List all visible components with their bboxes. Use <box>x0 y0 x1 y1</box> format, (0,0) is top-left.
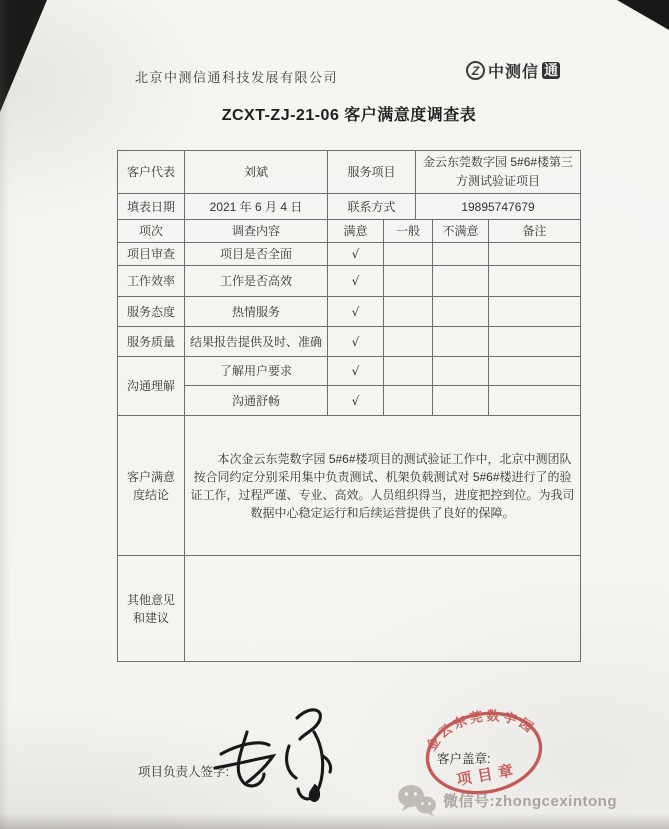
header-remark: 备注 <box>489 220 581 243</box>
wechat-watermark <box>397 783 617 817</box>
header-item: 项次 <box>118 220 185 243</box>
company-name: 北京中测信通科技发展有限公司 <box>135 70 339 85</box>
logo-z-icon: Z <box>466 61 485 80</box>
logo-text: 中测信 <box>488 64 540 81</box>
neutral-cell <box>384 297 433 327</box>
category-cell: 服务质量 <box>118 327 185 357</box>
satisfied-checkmark: √ <box>328 386 384 416</box>
content-cell: 项目是否全面 <box>185 243 328 266</box>
satisfied-checkmark: √ <box>328 357 384 386</box>
stamp-label: 客户盖章: <box>437 752 491 766</box>
content-cell: 了解用户要求 <box>185 357 328 386</box>
header-satisfied: 满意 <box>328 220 384 243</box>
scan-left-shadow <box>0 0 10 829</box>
unsatisfied-cell <box>433 386 489 416</box>
scan-corner-topright <box>617 0 669 30</box>
conclusion-label: 客户满意度结论 <box>118 416 185 556</box>
row-conclusion <box>118 416 581 556</box>
header-neutral: 一般 <box>384 220 433 243</box>
handwritten-signature <box>205 698 360 808</box>
other-comments-label: 其他意见和建议 <box>118 556 185 662</box>
table-row <box>118 297 581 327</box>
stamp-center-text: 项目章 <box>455 761 521 790</box>
unsatisfied-cell <box>433 357 489 386</box>
logo-text-boxed: 通 <box>544 61 559 78</box>
service-project-value: 金云东莞数字园 5#6#楼第三方测试验证项目 <box>416 151 581 194</box>
service-project-label: 服务项目 <box>328 151 416 194</box>
remark-cell <box>489 297 581 327</box>
form-title: ZCXT-ZJ-21-06 客户满意度调查表 <box>221 107 477 124</box>
fill-date-label: 填表日期 <box>118 194 185 220</box>
unsatisfied-cell <box>433 243 489 266</box>
satisfied-checkmark: √ <box>328 266 384 297</box>
header-unsatisfied: 不满意 <box>433 220 489 243</box>
remark-cell <box>489 243 581 266</box>
remark-cell <box>489 357 581 386</box>
header-content: 调查内容 <box>185 220 328 243</box>
category-cell: 工作效率 <box>118 266 185 297</box>
row-customer-rep <box>118 151 581 194</box>
signature-label: 项目负责人签字: <box>138 765 229 779</box>
row-fill-date <box>118 194 581 220</box>
customer-rep-value: 刘斌 <box>185 151 328 194</box>
row-other-comments <box>118 556 581 662</box>
remark-cell <box>489 327 581 357</box>
unsatisfied-cell <box>433 266 489 297</box>
satisfied-checkmark: √ <box>328 327 384 357</box>
contact-value: 19895747679 <box>416 194 581 220</box>
unsatisfied-cell <box>433 327 489 357</box>
content-cell: 工作是否高效 <box>185 266 328 297</box>
category-cell: 项目审查 <box>118 243 185 266</box>
table-row <box>118 266 581 297</box>
remark-cell <box>489 266 581 297</box>
unsatisfied-cell <box>433 297 489 327</box>
wechat-icon <box>397 783 437 817</box>
category-cell: 服务态度 <box>118 297 185 327</box>
neutral-cell <box>384 327 433 357</box>
table-row <box>118 243 581 266</box>
stamp-arc-text: 金云东莞数字园 <box>423 708 539 754</box>
survey-table <box>117 150 581 662</box>
table-row <box>118 327 581 357</box>
svg-text:金云东莞数字园 <box>419 700 540 756</box>
satisfied-checkmark: √ <box>328 243 384 266</box>
other-comments-text <box>185 556 581 662</box>
company-logo <box>466 59 560 82</box>
neutral-cell <box>384 266 433 297</box>
content-cell: 热情服务 <box>185 297 328 327</box>
watermark-text: 微信号:zhongcexintong <box>443 792 617 810</box>
neutral-cell <box>384 357 433 386</box>
content-cell: 沟通舒畅 <box>185 386 328 416</box>
remark-cell <box>489 386 581 416</box>
neutral-cell <box>384 386 433 416</box>
contact-label: 联系方式 <box>328 194 416 220</box>
conclusion-text: 本次金云东莞数字园 5#6#楼项目的测试验证工作中，北京中测团队按合同约定分别采用集中负责测试、机架负载测试对 5#6#楼进行了的验证工作，过程严谨、专业、高效。人员组织得当，进度把控到位。为我司数据中心稳定运行和后续运营提供了良好的保障。 <box>185 416 581 556</box>
category-cell-merged: 沟通理解 <box>118 357 185 416</box>
table-row <box>118 357 581 386</box>
customer-rep-label: 客户代表 <box>118 151 185 194</box>
fill-date-value: 2021 年 6 月 4 日 <box>185 194 328 220</box>
row-survey-header <box>118 220 581 243</box>
neutral-cell <box>384 243 433 266</box>
satisfied-checkmark: √ <box>328 297 384 327</box>
content-cell: 结果报告提供及时、准确 <box>185 327 328 357</box>
table-row <box>118 386 581 416</box>
